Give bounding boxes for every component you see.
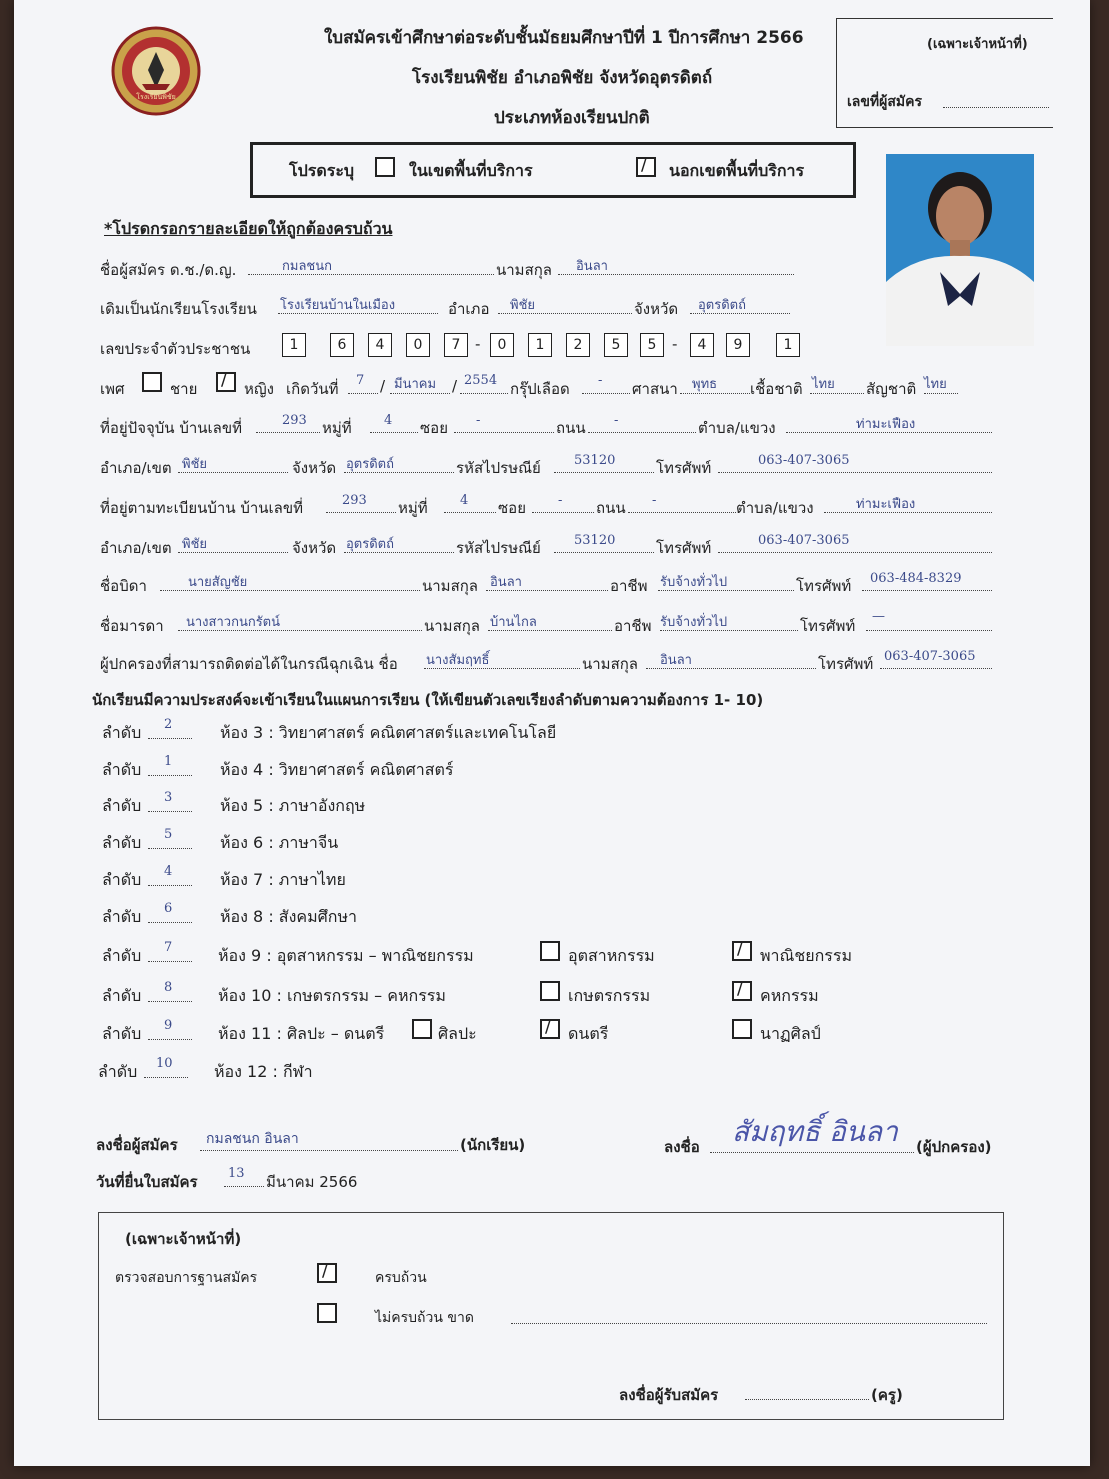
plan-room: ห้อง 12 : กีฬา <box>214 1062 313 1081</box>
rank-label: ลำดับ <box>102 760 142 779</box>
reg-postal-value: 53120 <box>574 533 616 548</box>
mother-surname-label: นามสกุล <box>424 617 480 635</box>
female-label: หญิง <box>244 380 274 398</box>
rank-label: ลำดับ <box>102 986 142 1005</box>
male-checkbox[interactable] <box>142 372 162 392</box>
address-label: ที่อยู่ปัจจุบัน บ้านเลขที่ <box>100 419 242 437</box>
reg-postal-field[interactable] <box>554 552 654 553</box>
rank-value: 5 <box>164 827 173 842</box>
postal-value: 53120 <box>574 453 616 468</box>
phone-value: 063-407-3065 <box>758 453 850 468</box>
officer-title: (เฉพาะเจ้าหน้าที่) <box>125 1230 242 1248</box>
id-digit-8[interactable]: 2 <box>566 333 590 357</box>
dob-day-value: 7 <box>356 373 365 388</box>
house-value: 293 <box>282 413 307 428</box>
rank-value: 3 <box>164 790 173 805</box>
art-checkbox[interactable] <box>412 1019 432 1039</box>
female-checkbox[interactable] <box>216 372 236 392</box>
complete-label: ครบถ้วน <box>375 1270 427 1286</box>
industry-label: อุตสาหกรรม <box>568 946 655 965</box>
moo-field[interactable] <box>370 432 418 433</box>
moo-label: หมู่ที่ <box>322 419 352 437</box>
rank-field[interactable] <box>148 1039 192 1040</box>
reg-soi-value: - <box>558 493 563 508</box>
mother-label: ชื่อมารดา <box>100 617 164 635</box>
industry-checkbox[interactable] <box>540 941 560 961</box>
rank-value: 1 <box>164 754 173 769</box>
reg-phone-field[interactable] <box>718 552 992 553</box>
reg-address-label: ที่อยู่ตามทะเบียนบ้าน บ้านเลขที่ <box>100 499 303 517</box>
reg-soi-label: ซอย <box>498 499 526 517</box>
rank-value: 10 <box>156 1056 173 1071</box>
father-phone-label: โทรศัพท์ <box>796 577 852 595</box>
race-value: ไทย <box>812 377 835 392</box>
date-rest: มีนาคม 2566 <box>266 1173 358 1191</box>
id-digit-5[interactable]: 7 <box>444 333 468 357</box>
reg-province-label: จังหวัด <box>292 539 337 557</box>
school-province-label: จังหวัด <box>634 300 679 318</box>
reg-moo-label: หมู่ที่ <box>398 499 428 517</box>
reg-district-value: พิชัย <box>182 537 208 552</box>
blood-label: กรุ๊ปเลือด <box>510 380 570 398</box>
mother-job-label: อาชีพ <box>614 617 652 635</box>
area-label: โปรดระบุ <box>289 161 355 180</box>
rank-value: 2 <box>164 717 173 732</box>
commerce-label: พาณิชยกรรม <box>760 946 853 965</box>
plan-room: ห้อง 5 : ภาษาอังกฤษ <box>220 796 366 815</box>
rank-field[interactable] <box>148 811 192 812</box>
rank-field[interactable] <box>148 961 192 962</box>
reg-house-value: 293 <box>342 493 367 508</box>
race-label: เชื้อชาติ <box>750 380 803 398</box>
religion-value: พุทธ <box>692 377 718 392</box>
missing-field[interactable] <box>511 1323 987 1324</box>
home-economics-label: คหกรรม <box>760 986 819 1005</box>
receiver-field[interactable] <box>745 1399 869 1400</box>
rank-value: 8 <box>164 980 173 995</box>
male-label: ชาย <box>170 380 198 398</box>
rank-value: 6 <box>164 901 173 916</box>
phone-field[interactable] <box>718 472 992 473</box>
plan-room: ห้อง 4 : วิทยาศาสตร์ คณิตศาสตร์ <box>220 760 454 779</box>
date-field[interactable] <box>224 1186 264 1187</box>
blood-field[interactable] <box>582 393 630 394</box>
rank-label: ลำดับ <box>102 870 142 889</box>
date-label: วันที่ยื่นใบสมัคร <box>96 1173 198 1191</box>
music-checkbox[interactable] <box>540 1019 560 1039</box>
reg-road-field[interactable] <box>628 512 736 513</box>
id-digit-12[interactable]: 9 <box>726 333 750 357</box>
guardian-surname-value: อินลา <box>660 653 692 668</box>
form-type: ประเภทห้องเรียนปกติ <box>494 108 650 128</box>
dob-slash: / <box>380 377 386 395</box>
house-field[interactable] <box>256 432 320 433</box>
surname-label: นามสกุล <box>496 261 552 279</box>
reg-district-label: อำเภอ/เขต <box>100 539 172 557</box>
id-separator: - <box>672 335 678 353</box>
guardian-name-value: นางสัมฤทธิ์ <box>426 653 490 668</box>
reg-subdistrict-value: ท่ามะเฟือง <box>856 497 916 512</box>
rank-value: 9 <box>164 1018 173 1033</box>
reg-house-field[interactable] <box>326 512 396 513</box>
plan-room: ห้อง 7 : ภาษาไทย <box>220 870 346 889</box>
rank-field[interactable] <box>148 848 192 849</box>
school-province-value: อุตรดิตถ์ <box>698 298 746 313</box>
rank-value: 4 <box>164 864 173 879</box>
school-district-value: พิชัย <box>510 298 536 313</box>
agriculture-label: เกษตรกรรม <box>568 986 651 1005</box>
rank-label: ลำดับ <box>102 1024 142 1043</box>
dob-label: เกิดวันที่ <box>286 380 339 398</box>
id-digit-9[interactable]: 5 <box>604 333 628 357</box>
reg-road-value: - <box>652 493 657 508</box>
id-digit-13[interactable]: 1 <box>776 333 800 357</box>
postal-label: รหัสไปรษณีย์ <box>456 459 541 477</box>
receiver-label: ลงชื่อผู้รับสมัคร <box>619 1386 719 1404</box>
guardian-role: (ผู้ปกครอง) <box>916 1138 992 1156</box>
reg-phone-value: 063-407-3065 <box>758 533 850 548</box>
reg-postal-label: รหัสไปรษณีย์ <box>456 539 541 557</box>
incomplete-checkbox[interactable] <box>317 1303 337 1323</box>
surname-value: อินลา <box>576 259 608 274</box>
applicant-sign-field[interactable] <box>200 1150 458 1151</box>
reg-phone-label: โทรศัพท์ <box>656 539 712 557</box>
area-box <box>250 142 856 198</box>
student-photo <box>886 154 1034 346</box>
id-digit-11[interactable]: 4 <box>690 333 714 357</box>
inside-area-checkbox[interactable] <box>375 157 395 177</box>
reg-subdistrict-label: ตำบล/แขวง <box>736 499 814 517</box>
father-surname-value: อินลา <box>490 575 522 590</box>
dob-year-field[interactable] <box>460 393 508 394</box>
applicant-no-field[interactable] <box>943 107 1049 108</box>
plan-room: ห้อง 10 : เกษตรกรรม – คหกรรม <box>218 986 446 1005</box>
father-surname-label: นามสกุล <box>422 577 478 595</box>
dob-slash: / <box>452 377 458 395</box>
plan-room: ห้อง 6 : ภาษาจีน <box>220 833 339 852</box>
art-label: ศิลปะ <box>438 1024 477 1043</box>
guardian-surname-label: นามสกุล <box>582 655 638 673</box>
subdistrict-value: ท่ามะเฟือง <box>856 417 916 432</box>
soi-value: - <box>476 413 481 428</box>
id-digit-7[interactable]: 1 <box>528 333 552 357</box>
inside-area-label: ในเขตพื้นที่บริการ <box>409 161 533 180</box>
religion-label: ศาสนา <box>632 380 678 398</box>
blood-value: - <box>598 373 603 388</box>
rank-field[interactable] <box>148 738 192 739</box>
mother-name-value: นางสาวกนกรัตน์ <box>186 615 281 630</box>
rank-field[interactable] <box>148 1001 192 1002</box>
guardian-phone-label: โทรศัพท์ <box>818 655 874 673</box>
postal-field[interactable] <box>554 472 654 473</box>
mother-job-value: รับจ้างทั่วไป <box>660 615 728 630</box>
phone-label: โทรศัพท์ <box>656 459 712 477</box>
rank-label: ลำดับ <box>102 723 142 742</box>
rank-label: ลำดับ <box>102 796 142 815</box>
guardian-phone-value: 063-407-3065 <box>884 649 976 664</box>
logo-text: โรงเรียนพิชัย <box>136 93 176 101</box>
reg-province-value: อุตรดิตถ์ <box>346 537 394 552</box>
school-district-label: อำเภอ <box>448 300 490 318</box>
school-logo <box>110 26 202 116</box>
road-value: - <box>614 413 619 428</box>
guardian-label: ผู้ปกครองที่สามารถติดต่อได้ในกรณีฉุกเฉิน ชื่อ <box>100 655 398 673</box>
mother-phone-field[interactable] <box>866 630 992 631</box>
father-phone-value: 063-484-8329 <box>870 571 962 586</box>
district-label: อำเภอ/เขต <box>100 459 172 477</box>
father-job-label: อาชีพ <box>610 577 648 595</box>
reg-soi-field[interactable] <box>532 512 594 513</box>
sex-label: เพศ <box>100 380 125 398</box>
school-name: โรงเรียนพิชัย อำเภอพิชัย จังหวัดอุตรดิตถ์ <box>412 68 713 88</box>
nationality-label: สัญชาติ <box>866 380 917 398</box>
rank-field[interactable] <box>148 885 192 886</box>
father-label: ชื่อบิดา <box>100 577 147 595</box>
dance-label: นาฏศิลป์ <box>760 1024 821 1043</box>
name-label: ชื่อผู้สมัคร ด.ช./ด.ญ. <box>100 261 237 279</box>
father-phone-field[interactable] <box>862 590 992 591</box>
reg-road-label: ถนน <box>596 499 626 517</box>
officer-box <box>836 18 1053 128</box>
home-economics-checkbox[interactable] <box>732 981 752 1001</box>
agriculture-checkbox[interactable] <box>540 981 560 1001</box>
applicant-no-label: เลขที่ผู้สมัคร <box>847 94 923 110</box>
outside-area-label: นอกเขตพื้นที่บริการ <box>669 161 805 180</box>
plan-room: ห้อง 8 : สังคมศึกษา <box>220 907 357 926</box>
officer-section <box>98 1212 1004 1420</box>
plan-room: ห้อง 11 : ศิลปะ – ดนตรี <box>218 1024 385 1043</box>
id-separator: - <box>475 335 481 353</box>
school-label: เดิมเป็นนักเรียนโรงเรียน <box>100 300 257 318</box>
province-value: อุตรดิตถ์ <box>346 457 394 472</box>
dob-day-field[interactable] <box>348 393 378 394</box>
teacher-role: (ครู) <box>871 1386 903 1404</box>
dob-year-value: 2554 <box>464 373 498 388</box>
soi-label: ซอย <box>420 419 448 437</box>
commerce-checkbox[interactable] <box>732 941 752 961</box>
dance-checkbox[interactable] <box>732 1019 752 1039</box>
rank-label: ลำดับ <box>102 946 142 965</box>
moo-value: 4 <box>384 413 393 428</box>
incomplete-label: ไม่ครบถ้วน ขาด <box>375 1310 474 1326</box>
id-digit-4[interactable]: 0 <box>406 333 430 357</box>
plan-room: ห้อง 9 : อุตสาหกรรม – พาณิชยกรรม <box>218 946 474 965</box>
complete-checkbox[interactable] <box>317 1263 337 1283</box>
dob-month-value: มีนาคม <box>394 377 437 392</box>
applicant-sign-value: กมลชนก อินลา <box>206 1131 299 1147</box>
officer-label: (เฉพาะเจ้าหน้าที่) <box>927 37 1028 52</box>
id-digit-6[interactable]: 0 <box>490 333 514 357</box>
mother-phone-value: — <box>872 609 885 624</box>
instruction: *โปรดกรอกรายละเอียดให้ถูกต้องครบถ้วน <box>104 219 393 238</box>
student-role: (นักเรียน) <box>460 1136 526 1154</box>
plan-title: นักเรียนมีความประสงค์จะเข้าเรียนในแผนการเรียน (ให้เขียนตัวเลขเรียงลำดับตามความต้องการ 1- 10) <box>92 691 764 709</box>
father-job-value: รับจ้างทั่วไป <box>660 575 728 590</box>
reg-moo-value: 4 <box>460 493 469 508</box>
rank-label: ลำดับ <box>98 1062 138 1081</box>
id-digit-3[interactable]: 4 <box>368 333 392 357</box>
province-label: จังหวัด <box>292 459 337 477</box>
guardian-signature: สัมฤทธิ์ อินลา <box>732 1115 898 1148</box>
outside-area-checkbox[interactable] <box>636 157 656 177</box>
mother-surname-value: บ้านไกล <box>490 615 537 630</box>
road-label: ถนน <box>556 419 586 437</box>
music-label: ดนตรี <box>568 1024 609 1043</box>
applicant-sign-label: ลงชื่อผู้สมัคร <box>96 1136 178 1154</box>
nationality-value: ไทย <box>924 377 947 392</box>
date-day-value: 13 <box>228 1166 245 1181</box>
guardian-sign-label: ลงชื่อ <box>664 1138 700 1156</box>
rank-label: ลำดับ <box>102 833 142 852</box>
rank-field[interactable] <box>148 775 192 776</box>
soi-field[interactable] <box>454 432 554 433</box>
id-digit-10[interactable]: 5 <box>640 333 664 357</box>
guardian-phone-field[interactable] <box>880 668 992 669</box>
father-name-value: นายสัญชัย <box>188 575 248 590</box>
rank-value: 7 <box>164 940 173 955</box>
application-form <box>14 0 1090 1466</box>
id-digit-2[interactable]: 6 <box>330 333 354 357</box>
id-label: เลขประจำตัวประชาชน <box>100 340 251 358</box>
rank-label: ลำดับ <box>102 907 142 926</box>
mother-phone-label: โทรศัพท์ <box>800 617 856 635</box>
subdistrict-label: ตำบล/แขวง <box>698 419 776 437</box>
rank-field[interactable] <box>144 1077 188 1078</box>
road-field[interactable] <box>588 432 696 433</box>
plan-room: ห้อง 3 : วิทยาศาสตร์ คณิตศาสตร์และเทคโนโลยี <box>220 723 557 742</box>
reg-moo-field[interactable] <box>444 512 496 513</box>
school-value: โรงเรียนบ้านในเมือง <box>280 298 396 313</box>
district-value: พิชัย <box>182 457 208 472</box>
check-label: ตรวจสอบการฐานสมัคร <box>115 1270 258 1286</box>
id-digit-1[interactable]: 1 <box>282 333 306 357</box>
first-name-value: กมลชนก <box>282 259 332 274</box>
form-title: ใบสมัครเข้าศึกษาต่อระดับชั้นมัธยมศึกษาปีที่ 1 ปีการศึกษา 2566 <box>324 28 804 48</box>
rank-field[interactable] <box>148 922 192 923</box>
